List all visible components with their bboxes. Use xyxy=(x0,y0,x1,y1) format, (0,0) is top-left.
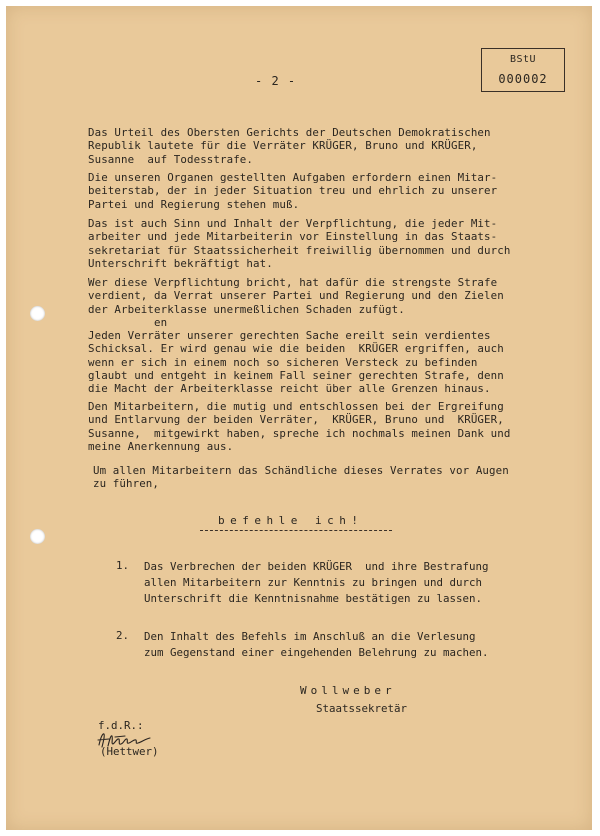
paragraph-thanks: Den Mitarbeitern, die mutig und entschlossen bei der Ergreifung und Entlarvung der beiden Verräter, KRÜGER, Bruno und KRÜGER, Susanne, mitgewirkt haben, spreche ich nochmals meinen Dank und meine Anerkennung aus. xyxy=(88,400,511,453)
paragraph-purpose: Um allen Mitarbeitern das Schändliche dieses Verrates vor Augen zu führen, xyxy=(93,464,509,491)
command-heading: befehle ich! xyxy=(218,514,364,527)
paragraph-verdict: Das Urteil des Obersten Gerichts der Deutschen Demokratischen Republik lautete für die Verräter KRÜGER, Bruno und KRÜGER, Susanne auf Todesstrafe. xyxy=(88,126,491,166)
punch-hole-upper xyxy=(30,306,45,321)
list-item-text: Den Inhalt des Befehls im Anschluß an die Verlesung zum Gegenstand einer eingehenden Belehrung zu machen. xyxy=(144,630,489,659)
stamp-number: 000002 xyxy=(498,72,548,86)
archive-stamp xyxy=(481,48,565,92)
order-list xyxy=(116,559,556,683)
stamp-label: BStU xyxy=(509,54,537,65)
list-item-number: 1. xyxy=(116,559,130,572)
punch-hole-lower xyxy=(30,529,45,544)
paragraph-obligation: Das ist auch Sinn und Inhalt der Verpflichtung, die jeder Mit- arbeiter und jede Mitarbeiterin vor Einstellung in das Staats- sekretariat für Staatssicherheit freiwillig übernommen und durch Unterschrift bekräftigt hat. xyxy=(88,217,511,270)
paragraph-tasks: Die unseren Organen gestellten Aufgaben erfordern einen Mitar- beiterstab, der in jeder Situation treu und ehrlich zu unserer Partei und Regierung stehen muß. xyxy=(88,171,498,211)
list-item xyxy=(116,559,556,607)
fdr-name: (Hettwer) xyxy=(100,745,159,758)
command-underline xyxy=(200,530,392,531)
fdr-label: f.d.R.: xyxy=(98,719,144,732)
signer-name: Wollweber xyxy=(300,684,396,697)
signer-title: Staatssekretär xyxy=(316,702,408,715)
paragraph-punishment: Wer diese Verpflichtung bricht, hat dafür die strengste Strafe verdient, da Verrat unserer Partei und Regierung und den Zielen der Arbeiterklasse unermeßlichen Schaden zufügt. en Jeden Verräter unserer gerechten Sache ereilt sein verdientes Schicksal. Er wird genau wie die beiden KRÜGER ergriffen, auch wenn er sich in einem noch so sicheren Versteck zu befinden glaubt und entgeht in keinem Fall seiner gerechten Strafe, denn die Macht der Arbeiterklasse reicht über alle Grenzen hinaus. xyxy=(88,276,504,396)
list-item xyxy=(116,629,556,661)
list-item-number: 2. xyxy=(116,629,130,642)
page-number: - 2 - xyxy=(255,74,297,88)
list-item-text: Das Verbrechen der beiden KRÜGER und ihre Bestrafung allen Mitarbeitern zur Kenntnis zu bringen und durch Unterschrift die Kenntnisnahme bestätigen zu lassen. xyxy=(144,560,489,605)
